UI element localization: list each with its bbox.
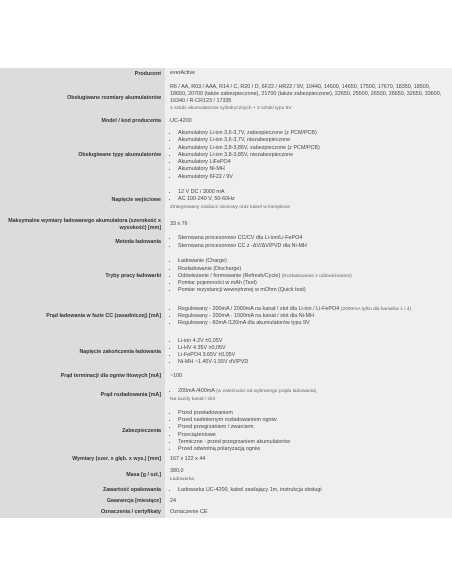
spec-bullet-item <box>178 306 448 313</box>
spec-value <box>165 116 452 127</box>
spec-bullet-text: Akumulatory Li-ion 3,8-3,85V, zabezpieczone (z PCM/PCB) <box>178 144 320 151</box>
spec-bullet-text: 12 V DC / 3000 mA <box>178 189 225 196</box>
spec-label: Oznaczenia / certyfikaty <box>0 507 165 518</box>
spec-bullet-item <box>178 166 448 173</box>
spec-bullet-text: Pomiar pojemności w mAh (Test) <box>178 280 257 287</box>
spec-bullet-item <box>178 338 448 345</box>
spec-bullet-item <box>178 352 448 359</box>
spec-bullet-note: (2000mA tylko dla kanałów 1 i 4) <box>340 306 412 312</box>
spec-label: Obsługiwane rozmiary akumulatorów <box>0 79 165 117</box>
spec-label: Producent <box>0 68 165 80</box>
spec-bullet-item <box>178 266 448 273</box>
spec-value-text: 33 x 76 <box>170 220 188 227</box>
spec-bullet-text: Akumulatory Ni-MH <box>178 166 225 173</box>
spec-bullet-text: Ni-MH ~1.45V-1.55V dV/PVD <box>178 359 249 366</box>
spec-bullet-list <box>170 338 448 367</box>
spec-bullet-item <box>178 446 448 453</box>
spec-bullet-item <box>178 159 448 166</box>
spec-row <box>0 216 452 233</box>
spec-label: Prąd terminacji dla ogniw litowych [mA] <box>0 371 165 382</box>
spec-bullet-text: Li-FePO4 3.65V ±0,05V <box>178 352 236 358</box>
spec-bullet-text: Akumulatory 6F22 / 9V <box>178 173 233 180</box>
spec-label: Wymiary (szer. x głęb. x wys.) [mm] <box>0 454 165 465</box>
spec-value <box>165 382 452 409</box>
spec-bullet-item <box>178 287 448 294</box>
spec-bullet-list <box>170 306 448 328</box>
spec-bullet-text: Przed odwrotną polaryzacją ogniw <box>178 445 261 452</box>
spec-bullet-text: Ładowarka UC-4200, kabel zasilający 1m, instrukcja obsługi <box>178 486 322 493</box>
spec-row <box>0 183 452 217</box>
spec-bullet-text: Regulowany - 200mA / 2000mA na kanał / slot dla Li-ion / Li-FePO4 <box>178 305 340 312</box>
spec-value-text: 380,0 <box>170 468 184 475</box>
spec-bullet-text: Pomiar rezystancji wewnętrznej w mOhm (Quick test) <box>178 287 306 294</box>
spec-value-text: R6 / AA, R03 / AAA, R14 / C, R20 / D, 6F22 / HR22 / 9V, 10440, 14500, 14650, 17500, 17670, 18350, 18500, 18650, 20700 (także zabezpieczone), 21700 (także zabezpieczone), 22650, 25500, 26500, 26650, 32650, 33600, 16340 / R-CR123 / 17335 <box>170 83 442 104</box>
spec-bullet-note: (w zależności od wybranego prądu ładowania) <box>216 389 317 395</box>
spec-bullet-text: Li-ion 4.2V ±0,05V <box>178 337 223 344</box>
spec-value <box>165 183 452 217</box>
spec-note: 4 sztuki akumulatorów cylindrycznych + 2 sztuki typu 9V <box>170 106 292 112</box>
spec-bullet-text: Przed przeładowaniem <box>178 409 233 416</box>
spec-value-text: UC-4200 <box>170 117 192 124</box>
spec-bullet-item <box>178 235 448 242</box>
spec-bullet-list <box>170 189 448 203</box>
spec-bullet-text: Li-HV 4.35V ±0,05V <box>178 344 226 351</box>
spec-label: Tryby pracy ładowarki <box>0 252 165 301</box>
spec-value-text: 167 x 122 x 44 <box>170 455 206 462</box>
spec-bullet-text: Akumulatory Li-ion 3,6-3,7V, zabezpieczone (z PCM/PCB) <box>178 130 317 137</box>
spec-row <box>0 485 452 496</box>
spec-value <box>165 216 452 233</box>
spec-bullet-text: Akumulatory Li-ion 3,8-3,85V, niezabezpieczone <box>178 151 294 158</box>
spec-bullet-note: (Rozładowanie z odświeżaniem) <box>281 273 352 279</box>
spec-bullet-text: Akumulatory LiFePO4 <box>178 159 231 166</box>
spec-note: Zintegrowany zasilacz sieciowy oraz kabel w komplecie <box>170 204 291 210</box>
spec-bullet-text: Sterowana procesorowo CC z -ΔV/ΔV/PVD dla Ni-MH <box>178 242 307 249</box>
spec-row <box>0 79 452 117</box>
spec-row <box>0 332 452 372</box>
spec-row <box>0 496 452 507</box>
spec-bullet-text: Sterowana procesorowo CC/CV dla Li-ion/Li-FePO4 <box>178 235 303 242</box>
spec-row <box>0 454 452 465</box>
spec-bullet-item <box>178 196 448 203</box>
spec-bullet-text: Przeciążeniowe <box>178 431 216 438</box>
spec-value <box>165 332 452 372</box>
spec-bullet-item <box>178 130 448 137</box>
spec-row <box>0 507 452 518</box>
spec-label: Napięcie wejściowe <box>0 183 165 217</box>
spec-value <box>165 79 452 117</box>
spec-value-text: ~100 <box>170 372 183 379</box>
spec-bullet-text: Przed przegrzaniem / zwarciem <box>178 424 254 431</box>
spec-bullet-item <box>178 313 448 320</box>
spec-value <box>165 465 452 486</box>
spec-bullet-list <box>170 235 448 249</box>
spec-value <box>165 507 452 518</box>
spec-bullet-item <box>178 189 448 196</box>
spec-row <box>0 252 452 301</box>
spec-row <box>0 300 452 333</box>
spec-bullet-item <box>178 417 448 424</box>
spec-bullet-item <box>178 432 448 439</box>
spec-bullet-list <box>170 388 448 395</box>
spec-label: Masa [g / szt.] <box>0 465 165 486</box>
spec-bullet-item <box>178 174 448 181</box>
spec-label: Napięcie zakończenia ładowania <box>0 332 165 372</box>
spec-bullet-text: Termiczne - przed przegrzaniem akumulatorów <box>178 438 291 445</box>
spec-label: Model / kod producenta <box>0 116 165 127</box>
spec-bullet-text: 200mA /400mA <box>178 388 215 395</box>
spec-bullet-item <box>178 152 448 159</box>
spec-label: Prąd rozładowania [mA] <box>0 382 165 409</box>
spec-bullet-item <box>178 388 448 395</box>
spec-bullet-text: Regulowany - 200mA - 1000mA na kanał / slot dla Ni-MH <box>178 312 315 319</box>
spec-bullet-item <box>178 145 448 152</box>
spec-bullet-list <box>170 130 448 180</box>
spec-bullet-item <box>178 487 448 494</box>
spec-row <box>0 232 452 253</box>
spec-bullet-text: Ładowanie (Charge) <box>178 258 227 265</box>
spec-bullet-item <box>178 243 448 250</box>
spec-value <box>165 408 452 455</box>
spec-row <box>0 127 452 184</box>
spec-label: Prąd ładowania w fazie CC (zasadniczej) [mA] <box>0 300 165 333</box>
spec-value <box>165 485 452 496</box>
spec-value <box>165 252 452 301</box>
spec-bullet-item <box>178 410 448 417</box>
spec-value <box>165 232 452 253</box>
spec-value-text: everActive <box>170 70 196 77</box>
spec-bullet-text: Regulowany - 60mA /120mA dla akumulatorów typu 9V <box>178 320 310 327</box>
spec-row <box>0 382 452 409</box>
spec-label: Obsługiwane typy akumulatorów <box>0 127 165 184</box>
spec-bullet-item <box>178 345 448 352</box>
spec-value <box>165 454 452 465</box>
spec-bullet-item <box>178 320 448 327</box>
spec-bullet-item <box>178 439 448 446</box>
spec-label: Maksymalne wymiary ładowanego akumulatora (szerokość x wysokość) [mm] <box>0 216 165 233</box>
spec-bullet-item <box>178 359 448 366</box>
spec-label: Zawartość opakowania <box>0 485 165 496</box>
spec-bullet-item <box>178 137 448 144</box>
spec-value <box>165 300 452 333</box>
spec-value <box>165 496 452 507</box>
spec-bullet-item <box>178 273 448 280</box>
spec-label: Zabezpieczenia <box>0 408 165 455</box>
spec-row <box>0 116 452 127</box>
spec-value-text: 24 <box>170 497 176 504</box>
spec-bullet-text: Rozładowanie (Discharge) <box>178 265 242 272</box>
spec-value-text: Oznaczenie CE <box>170 508 208 515</box>
spec-row <box>0 371 452 382</box>
spec-bullet-item <box>178 280 448 287</box>
spec-label: Gwarancja [miesiące] <box>0 496 165 507</box>
spec-bullet-item <box>178 424 448 431</box>
row-divider <box>0 518 452 519</box>
spec-bullet-list <box>170 487 448 494</box>
spec-row <box>0 465 452 486</box>
spec-bullet-text: Odświeżanie / formowanie (Refresh/Cycle) <box>178 272 281 279</box>
spec-bullet-list <box>170 258 448 294</box>
spec-note: Ładowarka <box>170 476 194 482</box>
spec-label: Metoda ładowania <box>0 232 165 253</box>
spec-bullet-text: Przed nadmiernym rozładowaniem ogniw <box>178 417 277 424</box>
spec-row <box>0 408 452 455</box>
spec-note: Na każdy kanał / slot <box>170 396 216 402</box>
spec-bullet-text: Akumulatory Li-ion 3,6-3,7V, niezabezpieczone <box>178 137 291 144</box>
spec-bullet-list <box>170 410 448 453</box>
spec-bullet-text: AC 100-240 V, 50-60Hz <box>178 196 235 203</box>
spec-value <box>165 371 452 382</box>
spec-value <box>165 127 452 184</box>
spec-bullet-item <box>178 258 448 265</box>
